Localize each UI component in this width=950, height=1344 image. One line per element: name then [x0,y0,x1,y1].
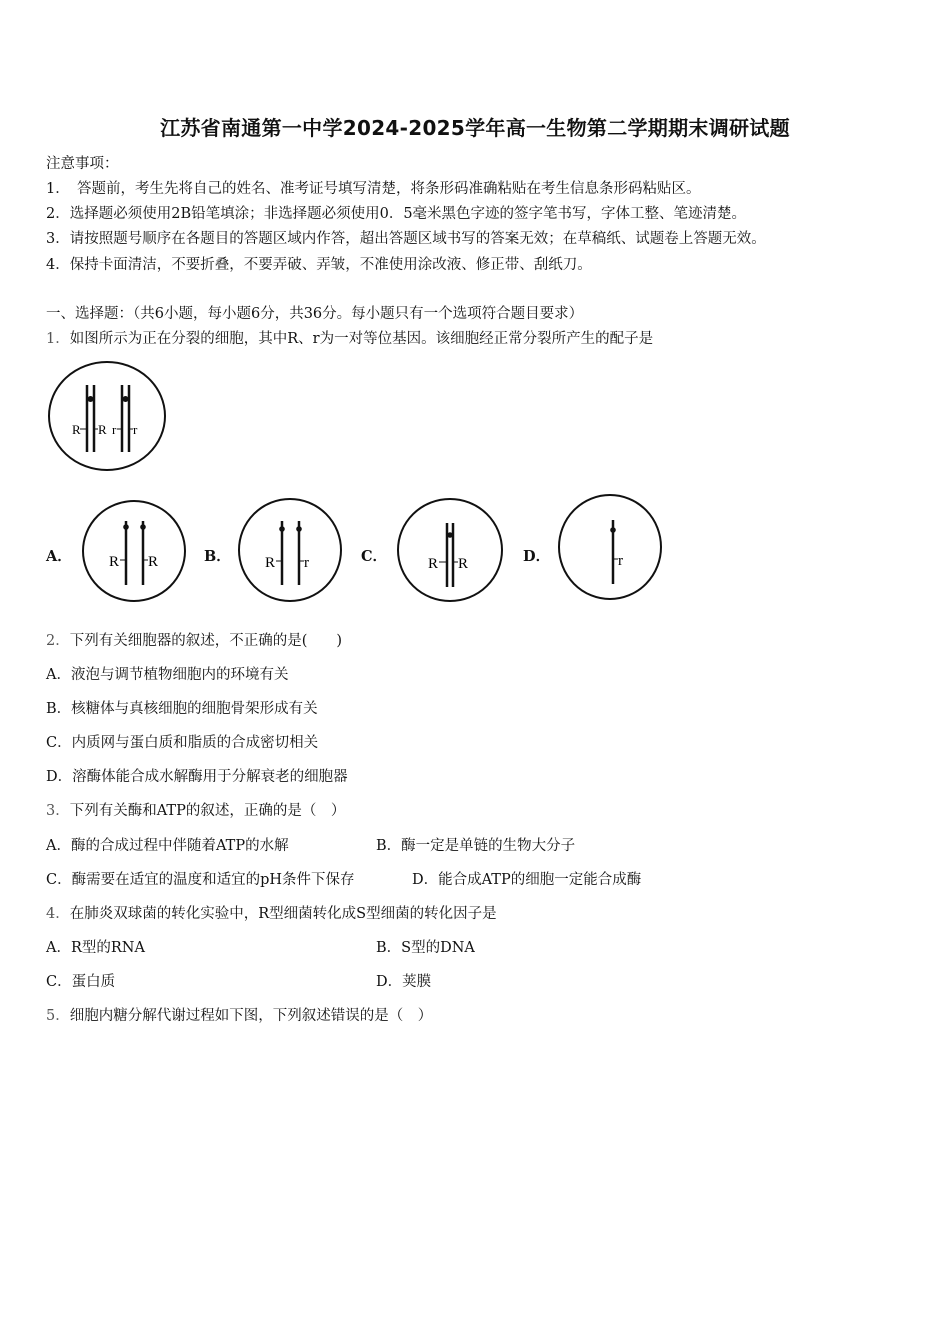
q2-option-d[interactable]: D．溶酶体能合成水解酶用于分解衰老的细胞器 [46,769,348,785]
question-number: 2． [46,633,70,649]
option-c-key[interactable]: C． [361,548,388,565]
question-number: 5． [46,1008,70,1024]
q4-option-d[interactable]: D．荚膜 [376,974,432,990]
gene-label: r [112,422,117,437]
question-number: 3． [46,803,70,819]
question-text: 在肺炎双球菌的转化实验中，R型细菌转化成S型细菌的转化因子是 [69,906,497,922]
section-heading: 一、选择题：（共6小题，每小题6分，共36分。每小题只有一个选项符合题目要求） [46,306,584,322]
q3-option-c[interactable]: C．酶需要在适宜的温度和适宜的pH条件下保存 [46,872,355,888]
question-number: 1． [46,331,70,347]
gene-label: R [148,554,159,570]
option-d-diagram[interactable] [556,492,666,602]
question-2 [46,629,342,650]
page-title: 江苏省南通第一中学2024-2025学年高一生物第二学期期末调研试题 [160,116,790,140]
gene-label: R [265,555,276,571]
option-a-key[interactable]: A． [46,548,72,565]
q2-option-c[interactable]: C．内质网与蛋白质和脂质的合成密切相关 [46,735,319,751]
question-text: 如图所示为正在分裂的细胞，其中R、r为一对等位基因。该细胞经正常分裂所产生的配子是 [69,331,654,347]
option-b-diagram[interactable] [236,495,344,605]
q1-cell-diagram [44,357,172,475]
notice-item-4: 4．保持卡面清洁，不要折叠，不要弄破、弄皱，不准使用涂改液、修正带、刮纸刀。 [46,257,592,273]
q4-option-c[interactable]: C．蛋白质 [46,974,116,990]
question-1 [46,327,653,348]
option-a-diagram[interactable] [80,497,190,605]
q3-option-b[interactable]: B．酶一定是单链的生物大分子 [376,838,576,854]
notice-item-3: 3．请按照题号顺序在各题目的答题区域内作答，超出答题区域书写的答案无效；在草稿纸、试题卷上答题无效。 [46,231,766,247]
question-4 [46,902,497,923]
question-3 [46,799,345,820]
question-text: 细胞内糖分解代谢过程如下图，下列叙述错误的是（ ） [69,1008,433,1024]
gene-label: R [98,422,107,437]
gene-label: R [109,554,120,570]
option-d-key[interactable]: D． [523,548,551,565]
gene-label: R [428,556,439,572]
gene-label: r [618,553,623,569]
notice-heading: 注意事项： [46,156,119,172]
question-5 [46,1004,432,1025]
gene-label: R [458,556,469,572]
gene-label: r [133,422,138,437]
question-text: 下列有关细胞器的叙述，不正确的是( ) [69,633,343,649]
q4-option-a[interactable]: A．R型的RNA [46,940,145,956]
q4-option-b[interactable]: B．S型的DNA [376,940,475,956]
q3-option-d[interactable]: D．能合成ATP的细胞一定能合成酶 [412,872,642,888]
option-b-key[interactable]: B． [204,548,231,565]
option-c-diagram[interactable] [396,495,506,605]
notice-item-2: 2．选择题必须使用2B铅笔填涂；非选择题必须使用0．5毫米黑色字迹的签字笔书写，字体工整、笔迹清楚。 [46,206,747,222]
question-number: 4． [46,906,70,922]
gene-label: R [72,422,81,437]
question-text: 下列有关酶和ATP的叙述，正确的是（ ） [69,803,346,819]
q2-option-b[interactable]: B．核糖体与真核细胞的细胞骨架形成有关 [46,701,318,717]
q2-option-a[interactable]: A．液泡与调节植物细胞内的环境有关 [46,667,289,683]
gene-label: r [304,555,309,571]
notice-item-1: 1． 答题前，考生先将自己的姓名、准考证号填写清楚，将条形码准确粘贴在考生信息条形码粘贴区。 [46,181,701,197]
q3-option-a[interactable]: A．酶的合成过程中伴随着ATP的水解 [46,838,289,854]
